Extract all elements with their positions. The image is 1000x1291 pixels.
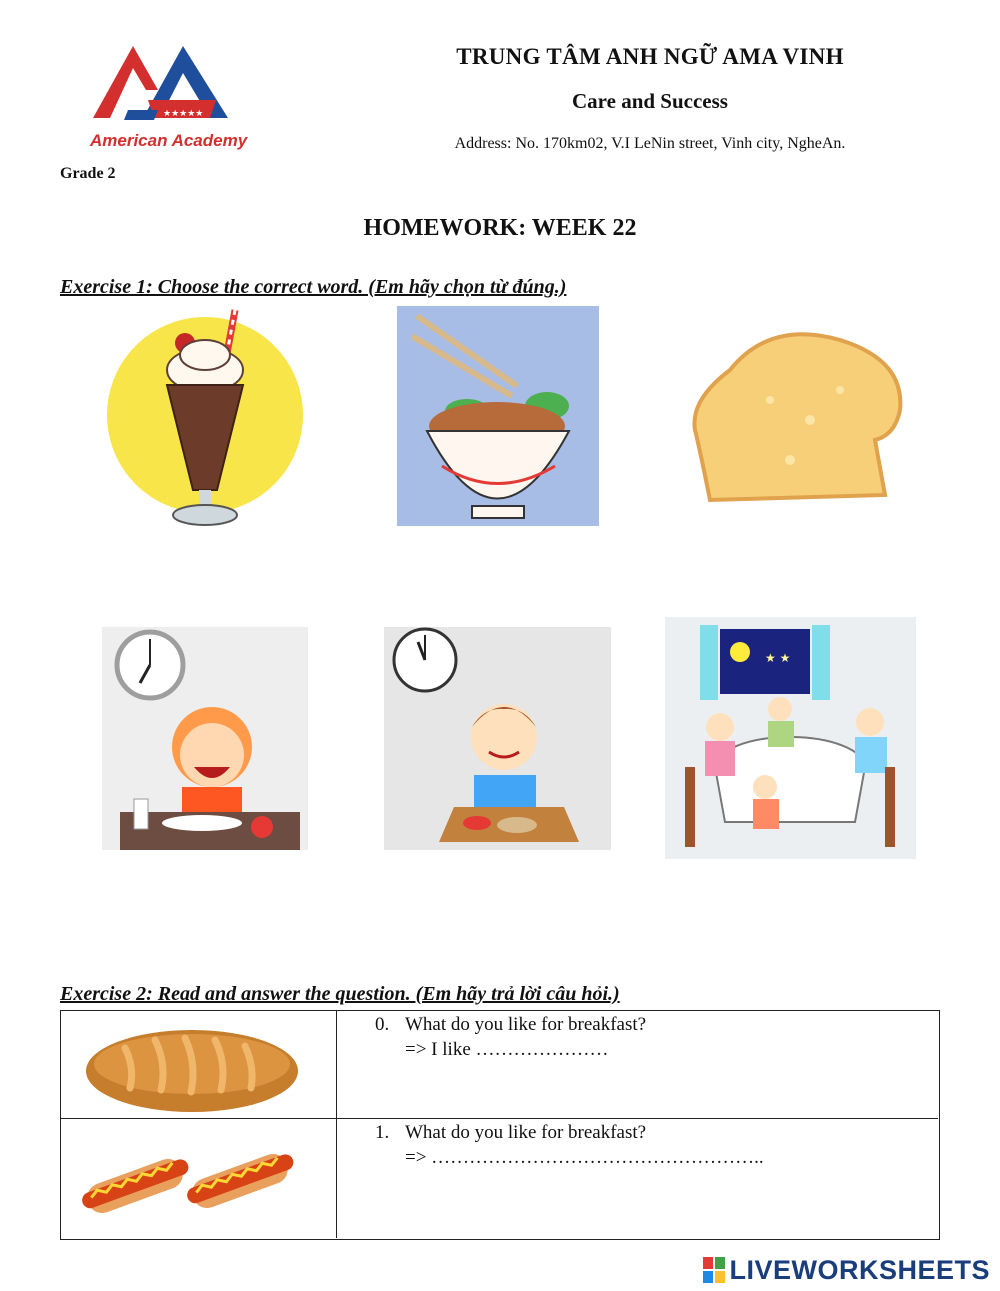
- table-column-divider: [336, 1010, 337, 1238]
- question-text: What do you like for breakfast?: [405, 1014, 647, 1035]
- svg-text:★ ★: ★ ★: [765, 651, 791, 665]
- noodles-picture[interactable]: [397, 306, 599, 526]
- svg-text:American Academy: American Academy: [90, 131, 248, 150]
- table-row: [375, 1014, 646, 1061]
- table-row-divider: [60, 1118, 938, 1119]
- milkshake-picture[interactable]: [105, 305, 305, 530]
- dinner-time-picture[interactable]: [665, 617, 916, 859]
- exercise-2-heading: Exercise 2: Read and answer the question. (Em hãy trả lời câu hỏi.): [60, 983, 620, 1005]
- grade-label: Grade 2: [60, 165, 116, 182]
- liveworksheets-logo-icon: [703, 1257, 725, 1283]
- address: Address: No. 170km02, V.I LeNin street, Vinh city, NgheAn.: [454, 135, 846, 152]
- breakfast-time-picture[interactable]: [102, 627, 308, 850]
- motto: Care and Success: [572, 89, 728, 113]
- center-name: TRUNG TÂM ANH NGỮ AMA VINH: [456, 44, 844, 69]
- answer-field[interactable]: => ……………………………………………..: [405, 1147, 764, 1168]
- table-row: [375, 1122, 764, 1169]
- toast-picture[interactable]: [690, 330, 908, 508]
- question-text: What do you like for breakfast?: [405, 1122, 647, 1143]
- svg-text:★★★★★: ★★★★★: [163, 109, 204, 119]
- homework-title: HOMEWORK: WEEK 22: [363, 215, 637, 241]
- question-number: 1.: [375, 1122, 390, 1143]
- brand-text: LIVEWORKSHEETS: [729, 1254, 990, 1285]
- bread-loaf-picture: [85, 1028, 300, 1114]
- liveworksheets-brand[interactable]: [703, 1252, 990, 1288]
- answer-field[interactable]: => I like …………………: [405, 1039, 609, 1060]
- lunch-time-picture[interactable]: [384, 627, 611, 850]
- question-number: 0.: [375, 1014, 390, 1035]
- exercise-1-heading: Exercise 1: Choose the correct word. (Em hãy chọn từ đúng.): [60, 276, 567, 298]
- american-academy-logo: [88, 38, 258, 156]
- hot-dogs-picture: [80, 1136, 300, 1226]
